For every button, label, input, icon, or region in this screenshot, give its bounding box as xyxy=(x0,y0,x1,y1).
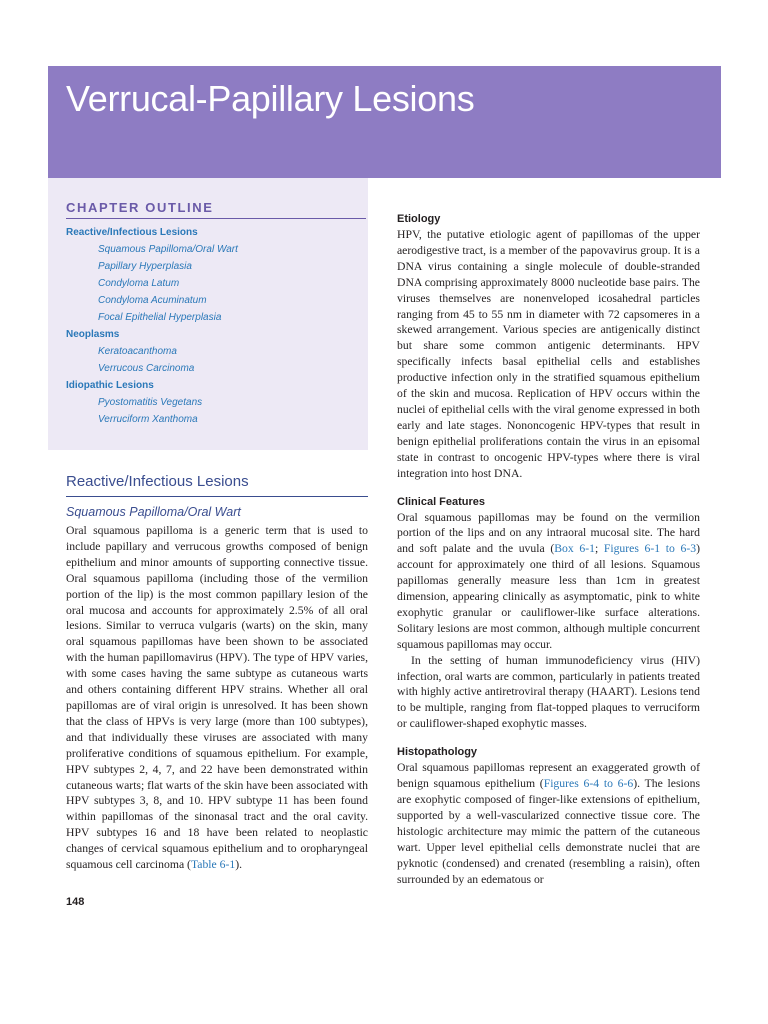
outline-link[interactable]: Keratoacanthoma xyxy=(98,346,177,357)
outline-link[interactable]: Pyostomatitis Vegetans xyxy=(98,397,203,408)
paragraph-text: ). The lesions are exophytic composed of finger-like extensions of epithelium, supported by a well-vascularized connective tissue core. The histologic architecture may mimic the pattern of the cutaneous wart. Upper level epithelial cells demonstrate nuclei that are pyknotic (condensed) and crenated (resembling a raisin), often surrounded by an edematous or xyxy=(397,777,700,886)
left-column xyxy=(66,472,368,873)
outline-link[interactable]: Reactive/Infectious Lesions xyxy=(66,227,198,238)
etiology-heading: Etiology xyxy=(397,213,441,225)
etiology-paragraph: HPV, the putative etiologic agent of papillomas of the upper aerodigestive tract, is a member of the papovavirus group. It is a DNA virus containing a single molecule of double-stranded DNA comprising approximately 8000 nucleotide base pairs. The viruses themselves are nonenveloped icosahedral particles ranging from 45 to 55 nm in diameter with 72 capsomeres in a skewed arrangement. Various species are antigenically distinct but share some common antigenic determinants. HPV specifically infects basal epithelial cells and establishes productive infection only in the stratified squamous epithelium of the skin and mucosa. Replication of HPV occurs within the nuclei of epithelial cells with the viral genome expressed in both early and late stages. Nononcogenic HPV-types that result in benign epithelial proliferations contain the virus in an episomal state in contrast to oncogenic HPV-types where there is viral integration into host DNA. xyxy=(397,228,700,480)
right-column xyxy=(397,212,700,887)
section-rule xyxy=(66,496,368,497)
outline-link[interactable]: Focal Epithelial Hyperplasia xyxy=(98,312,222,323)
subsection-heading: Squamous Papilloma/Oral Wart xyxy=(66,505,241,519)
outline-link[interactable]: Papillary Hyperplasia xyxy=(98,261,192,272)
table-link[interactable]: Table 6-1 xyxy=(190,858,236,872)
outline-link[interactable]: Verruciform Xanthoma xyxy=(98,414,198,425)
paragraph-text: ). xyxy=(235,858,243,872)
clinical-heading: Clinical Features xyxy=(397,495,486,508)
paragraph-text: Oral squamous papillomas represent an exaggerated growth of benign squamous epithelium ( xyxy=(397,761,700,791)
paragraph-text: ) account for approximately one third of all lesions. Squamous papillomas generally measure less than 1cm in greatest dimension, appearing clinically as asymptomatic, pink to white exophytic granular or cauliflower-like surface alterations. Solitary lesions are most common, although multiple concurrent squamous papillomas may occur. xyxy=(397,542,701,651)
paragraph-text: ; xyxy=(594,542,604,556)
outline-link[interactable]: Verrucous Carcinoma xyxy=(98,363,195,374)
clinical-paragraph xyxy=(397,510,700,653)
outline-link[interactable]: Condyloma Latum xyxy=(98,278,180,289)
section-heading: Reactive/Infectious Lesions xyxy=(66,473,249,490)
body-paragraph xyxy=(66,523,368,873)
clinical-paragraph-2: In the setting of human immunodeficiency virus (HIV) infection, oral warts are common, particularly in patients treated with highly active antiretroviral therapy (HAART). Lesions tend to be multiple, ranging from flat-topped plaques to verruciform or cauliflower-shaped exophytic masses. xyxy=(397,653,700,731)
outline-link[interactable]: Condyloma Acuminatum xyxy=(98,295,207,306)
histopathology-heading: Histopathology xyxy=(397,746,478,759)
histopathology-paragraph xyxy=(397,760,700,887)
outline-heading: CHAPTER OUTLINE xyxy=(66,200,214,215)
outline-link[interactable]: Squamous Papilloma/Oral Wart xyxy=(98,244,238,255)
paragraph-text: Oral squamous papilloma is a generic term that is used to include papillary and verrucous growths composed of benign epithelium and minor amounts of supporting connective tissue. Oral squamous papilloma (including those of the vermilion portion of the lip) is the most common papillary lesion of the oral mucosa and accounts for approximately 2.5% of all oral lesions. Similar to verruca vulgaris (warts) on the skin, many oral squamous papillomas have been shown to be associated with the human papillomavirus (HPV). The type of HPV varies, with some cases having the same subtype as cutaneous warts and others containing different HPV strains. Whether all oral papillomas are of viral origin is unresolved. It has been shown that the class of HPVs is very large (more than 100 subtypes), and that individually these viruses are associated with many proliferative conditions of squamous epithelium. For example, HPV subtypes 2, 4, 7, and 22 have been demonstrated within cutaneous warts; flat warts of the skin have been associated with HPV subtypes 3, 8, and 10. HPV subtype 11 has been found within papillomas of the sinonasal tract and the oral cavity. HPV subtypes 16 and 18 have been related to neoplastic changes of cervical squamous epithelium and to oropharyngeal squamous cell carcinoma ( xyxy=(66,524,368,872)
chapter-title-band xyxy=(48,66,721,178)
figure-link[interactable]: Figures 6-1 to 6-3 xyxy=(603,542,697,556)
page-number: 148 xyxy=(66,896,85,908)
paragraph-text: Oral squamous papillomas may be found on the vermilion portion of the lips and on any intraoral mucosal site. The hard and soft palate and the uvula ( xyxy=(397,510,700,556)
outline-list xyxy=(48,224,368,428)
chapter-title: Verrucal-Papillary Lesions xyxy=(66,78,475,119)
chapter-outline-box xyxy=(48,178,368,450)
box-link[interactable]: Box 6-1 xyxy=(554,542,595,556)
outline-rule xyxy=(66,218,366,219)
figure-link[interactable]: Figures 6-4 to 6-6 xyxy=(543,777,634,791)
outline-link[interactable]: Idiopathic Lesions xyxy=(66,380,154,391)
outline-link[interactable]: Neoplasms xyxy=(66,329,120,340)
